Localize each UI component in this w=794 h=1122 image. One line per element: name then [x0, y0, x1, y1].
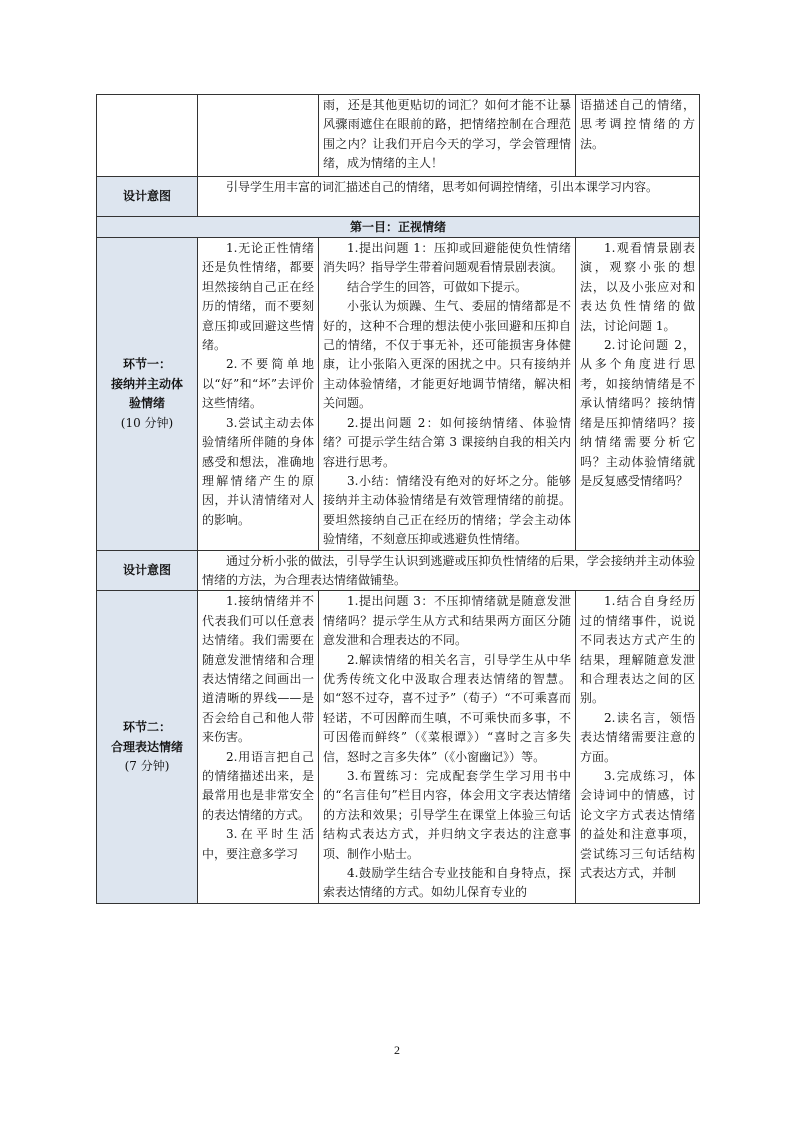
table-row: [97, 591, 700, 904]
stage1-label-line2: 接纳并主动体: [110, 376, 183, 391]
paragraph: 2.讨论问题 2，从多个角度进行思考，如接纳情绪是不承认情绪吗？接纳情绪是压抑情绪吗？接纳情绪需要分析它吗？主动体验情绪就是反复感受情绪吗？: [580, 338, 695, 488]
table-row: [97, 216, 700, 237]
stage1-teacher-cell: [319, 238, 576, 551]
stage2-time: (7 分钟): [124, 759, 170, 774]
stage2-teacher-cell: [319, 591, 576, 904]
lesson-plan-table: [96, 94, 700, 904]
design-intent-label: 设计意图: [97, 176, 198, 216]
label-cell-empty: [97, 95, 198, 177]
student-text: 语描述自己的情绪，思考调控情绪的方法。: [580, 98, 695, 151]
paragraph: 2.读名言，领悟表达情绪需要注意的方面。: [580, 710, 695, 764]
paragraph: 小张认为烦躁、生气、委屈的情绪都是不好的，这种不合理的想法使小张回避和压抑自己的情绪，不仅于事无补，还可能损害身体健康，让小张陷入更深的困扰之中。只有接纳并主动体验情绪，才能更好地调节情绪，解决相关问题。: [323, 299, 571, 411]
stage2-label-line1: 环节二：: [122, 720, 171, 735]
paragraph: 2.提出问题 2：如何接纳情绪、体验情绪？可提示学生结合第 3 课接纳自我的相关内容进行思考。: [323, 415, 571, 469]
design-intent-text: 通过分析小张的做法，引导学生认识到逃避或压抑负性情绪的后果，学会接纳并主动体验情绪的方法，为合理表达情绪做铺垫。: [198, 550, 700, 591]
stage1-content-cell: [198, 238, 319, 551]
table-row: [97, 238, 700, 551]
paragraph: 3.布置练习：完成配套学生学习用书中的“名言佳句”栏目内容，体会用文字表达情绪的方法和效果；引导学生在课堂上体验三句话结构式表达方式，并归纳文字表达的注意事项、制作小贴士。: [323, 769, 571, 861]
design-intent-label: 设计意图: [97, 550, 198, 591]
paragraph: 2.解读情绪的相关名言，引导学生从中华优秀传统文化中汲取合理表达情绪的智慧。如“怒不过夺，喜不过予”（荀子）“不可乘喜而轻诺，不可因醉而生嗔，不可乘快而多事，不可因倦而鲜终”（《菜根谭》）“喜时之言多失信，怒时之言多失体”（《小窗幽记》）等。: [323, 652, 571, 764]
stage2-label-line2: 合理表达情绪: [110, 739, 183, 754]
paragraph: 1.提出问题 3：不压抑情绪就是随意发泄情绪吗？提示学生从方式和结果两方面区分随意发泄和合理表达的不同。: [323, 594, 571, 648]
paragraph: 3.小结：情绪没有绝对的好坏之分。能够接纳并主动体验情绪是有效管理情绪的前提。要坦然接纳自己正在经历的情绪；学会主动体验情绪，不刻意压抑或逃避负性情绪。: [323, 473, 571, 547]
teacher-activity-cell: [319, 95, 576, 177]
paragraph: 1.结合自身经历过的情绪事件，说说不同表达方式产生的结果，理解随意发泄和合理表达之间的区别。: [580, 594, 695, 706]
page-number: 2: [394, 1043, 400, 1057]
table-row: [97, 176, 700, 216]
paragraph: 1.观看情景剧表演，观察小张的想法，以及小张应对和表达负性情绪的做法，讨论问题 1。: [580, 241, 695, 333]
paragraph: 1.提出问题 1：压抑或回避能使负性情绪消失吗？指导学生带着问题观看情景剧表演。: [323, 241, 571, 275]
stage1-label: [97, 238, 198, 551]
stage1-label-line1: 环节一：: [122, 357, 171, 372]
paragraph: 结合学生的回答，可做如下提示。: [347, 279, 528, 294]
stage2-label: [97, 591, 198, 904]
paragraph: 3.在平时生活中，要注意多学习: [202, 827, 314, 861]
table-row: [97, 95, 700, 177]
teacher-text: 雨，还是其他更贴切的词汇？如何才能不让暴风骤雨遮住在眼前的路，把情绪控制在合理范围之内？让我们开启今天的学习，学会管理情绪，成为情绪的主人！: [323, 98, 571, 171]
student-activity-cell: [576, 95, 700, 177]
content-cell-empty: [198, 95, 319, 177]
paragraph: 4.鼓励学生结合专业技能和自身特点，探索表达情绪的方式。如幼儿保育专业的: [323, 866, 571, 900]
paragraph: 1.接纳情绪并不代表我们可以任意表达情绪。我们需要在随意发泄情绪和合理表达情绪之间画出一道清晰的界线——是否会给自己和他人带来伤害。: [202, 594, 314, 745]
stage1-student-cell: [576, 238, 700, 551]
paragraph: 3.尝试主动去体验情绪所伴随的身体感受和想法，准确地理解情绪产生的原因，并认清情绪对人的影响。: [202, 415, 314, 527]
stage2-student-cell: [576, 591, 700, 904]
paragraph: 2.用语言把自己的情绪描述出来，是最常用也是非常安全的表达情绪的方式。: [202, 749, 314, 822]
design-intent-text: 引导学生用丰富的词汇描述自己的情绪，思考如何调控情绪，引出本课学习内容。: [198, 176, 700, 216]
paragraph: 3.完成练习，体会诗词中的情感，讨论文字方式表达情绪的益处和注意事项，尝试练习三句话结构式表达方式，并制: [580, 769, 695, 881]
stage1-time: (10 分钟): [120, 415, 174, 430]
paragraph: 2.不要简单地以“好”和“坏”去评价这些情绪。: [202, 357, 314, 411]
paragraph: 1.无论正性情绪还是负性情绪，都要坦然接纳自己正在经历的情绪，而不要刻意压抑或回避这些情绪。: [202, 241, 314, 353]
table-row: [97, 550, 700, 591]
stage2-content-cell: [198, 591, 319, 904]
stage1-label-line3: 验情绪: [128, 396, 165, 411]
section-title: 第一目：正视情绪: [97, 216, 700, 237]
